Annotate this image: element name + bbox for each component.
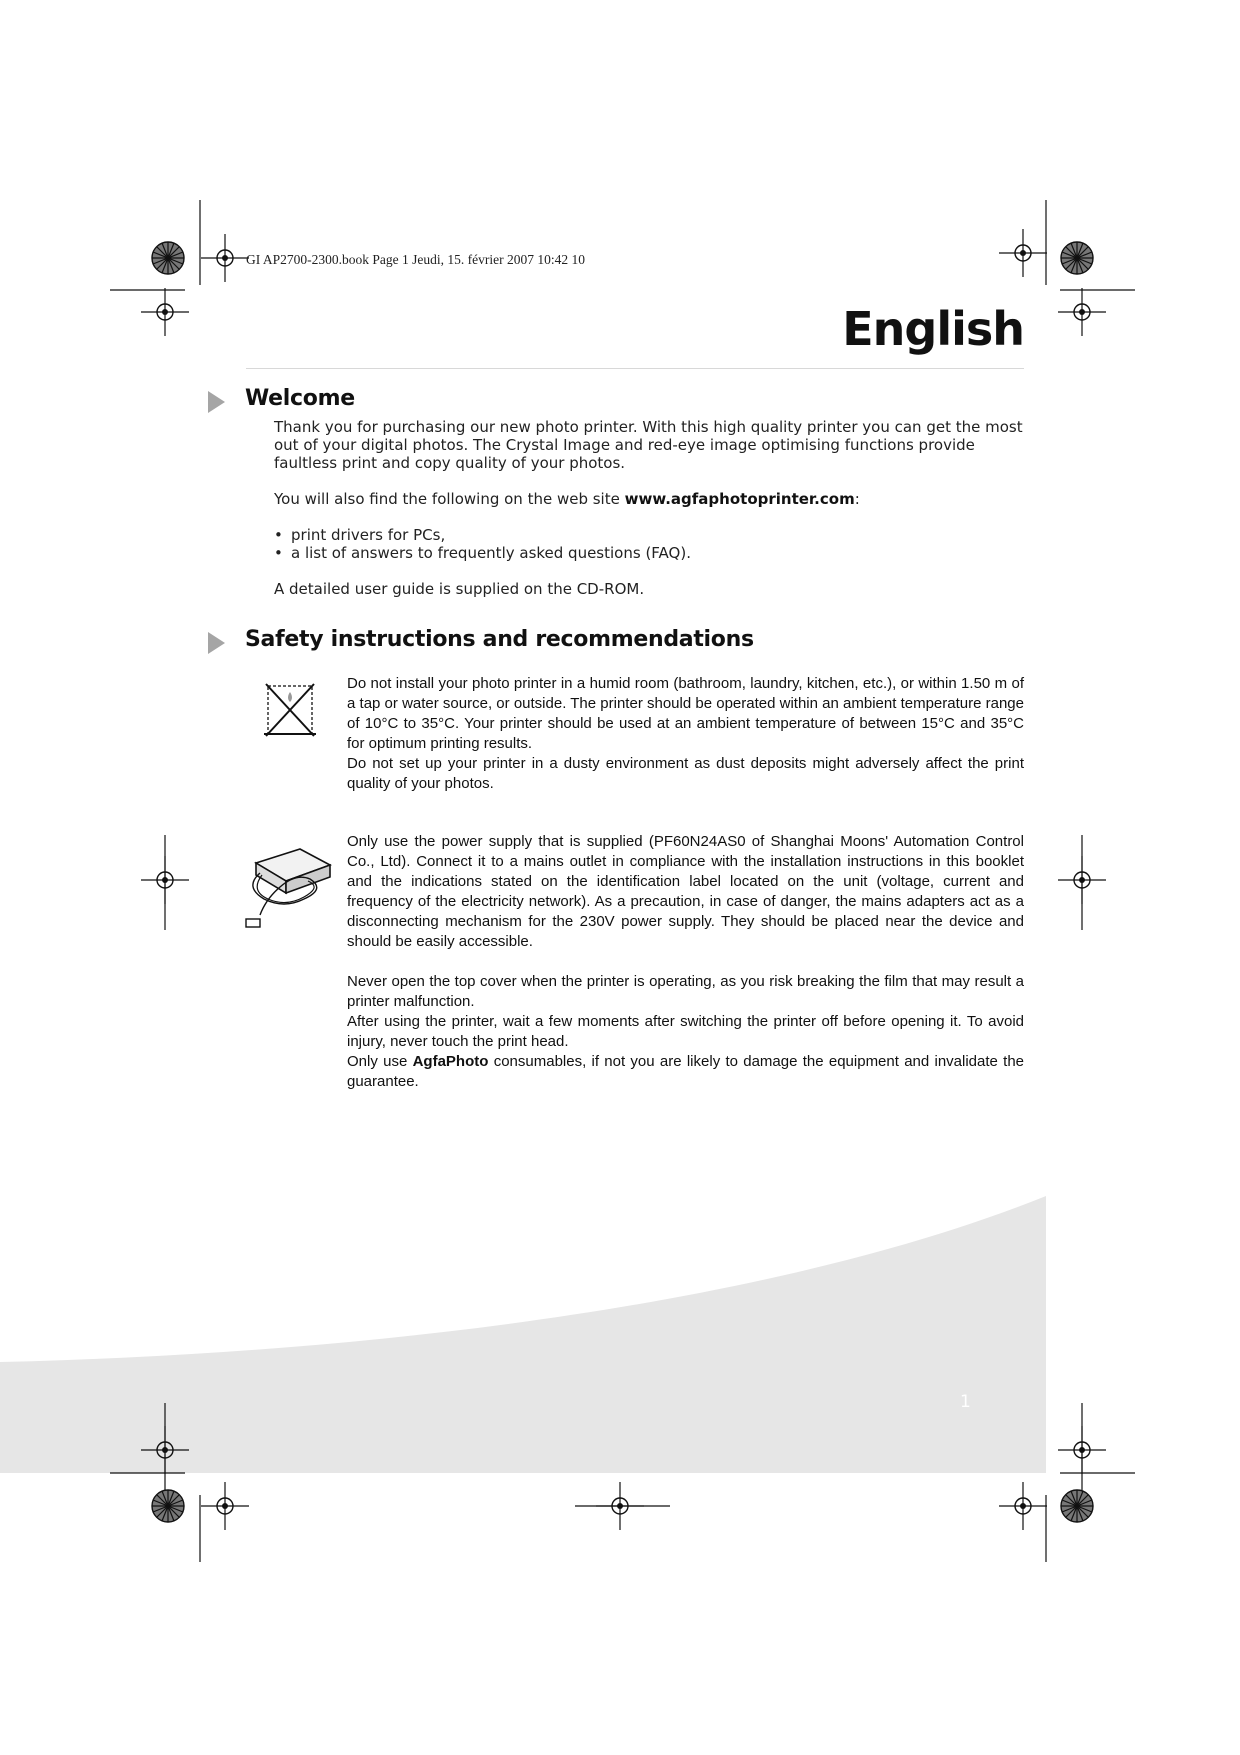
- bullet-text: a list of answers to frequently asked questions (FAQ).: [291, 544, 691, 562]
- welcome-body: [274, 418, 1024, 598]
- safety-heading: Safety instructions and recommendations: [245, 627, 754, 652]
- title-divider: [246, 368, 1024, 369]
- consumables-suffix: consumables, if not you are likely to damage the equipment and invalidate the guarantee.: [347, 1053, 1024, 1090]
- consumables-prefix: Only use: [347, 1053, 413, 1070]
- page-number: 1: [960, 1392, 971, 1412]
- environment-instructions: [347, 674, 1024, 794]
- bullet-icon: •: [274, 544, 283, 562]
- welcome-intro: Thank you for purchasing our new photo printer. With this high quality printer you can get the most out of your digital photos. The Crystal Image and red-eye image optimising functions provide faultless print and copy quality of your photos.: [274, 418, 1023, 472]
- print-header: GI AP2700-2300.book Page 1 Jeudi, 15. février 2007 10:42 10: [246, 252, 585, 267]
- section-arrow-icon: [208, 391, 225, 413]
- website-link[interactable]: www.agfaphotoprinter.com: [624, 490, 855, 508]
- environment-paragraph-1: Do not install your photo printer in a humid room (bathroom, laundry, kitchen, etc.), or within 1.50 m of a tap or water source, or outside. The printer should be operated within an ambient temperature range of 10°C to 35°C. Your printer should be used at an ambient temperature of between 15°C and 35°C for optimum printing results.: [347, 675, 1024, 752]
- list-item: [274, 526, 1024, 544]
- section-arrow-icon: [208, 632, 225, 654]
- website-suffix: :: [854, 490, 860, 508]
- no-water-environment-icon: [262, 680, 318, 740]
- power-adapter-icon: [240, 835, 336, 931]
- cover-paragraph: Never open the top cover when the printer is operating, as you risk breaking the film that may result a printer malfunction.: [347, 973, 1024, 1010]
- consumables-paragraph: [347, 1052, 1024, 1092]
- power-paragraph: Only use the power supply that is supplied (PF60N24AS0 of Shanghai Moons' Automation Control Co., Ltd). Connect it to a mains outlet in compliance with the installation instructions in this booklet and the indications stated on the identification label located on the unit (voltage, current and frequency of the electricity network). As a precaution, in case of danger, the mains adapters act as a disconnecting mechanism for the 230V power supply. They should be placed near the device and should be easily accessible.: [347, 833, 1024, 950]
- brand-name: AgfaPhoto: [412, 1053, 489, 1070]
- bullet-icon: •: [274, 526, 283, 544]
- website-line: [274, 490, 1024, 508]
- welcome-heading: Welcome: [245, 386, 355, 411]
- after-use-paragraph: After using the printer, wait a few moments after switching the printer off before opening it. To avoid injury, never touch the print head.: [347, 1013, 1024, 1050]
- list-item: [274, 544, 1024, 562]
- cdrom-note: A detailed user guide is supplied on the CD-ROM.: [274, 580, 645, 598]
- website-prefix: You will also find the following on the web site: [274, 490, 625, 508]
- power-instructions: [347, 832, 1024, 1092]
- bullet-text: print drivers for PCs,: [291, 526, 446, 544]
- environment-paragraph-2: Do not set up your printer in a dusty environment as dust deposits might adversely affect the print quality of your photos.: [347, 755, 1024, 792]
- footer-band-shape: [0, 1196, 1046, 1473]
- language-title: English: [842, 302, 1024, 356]
